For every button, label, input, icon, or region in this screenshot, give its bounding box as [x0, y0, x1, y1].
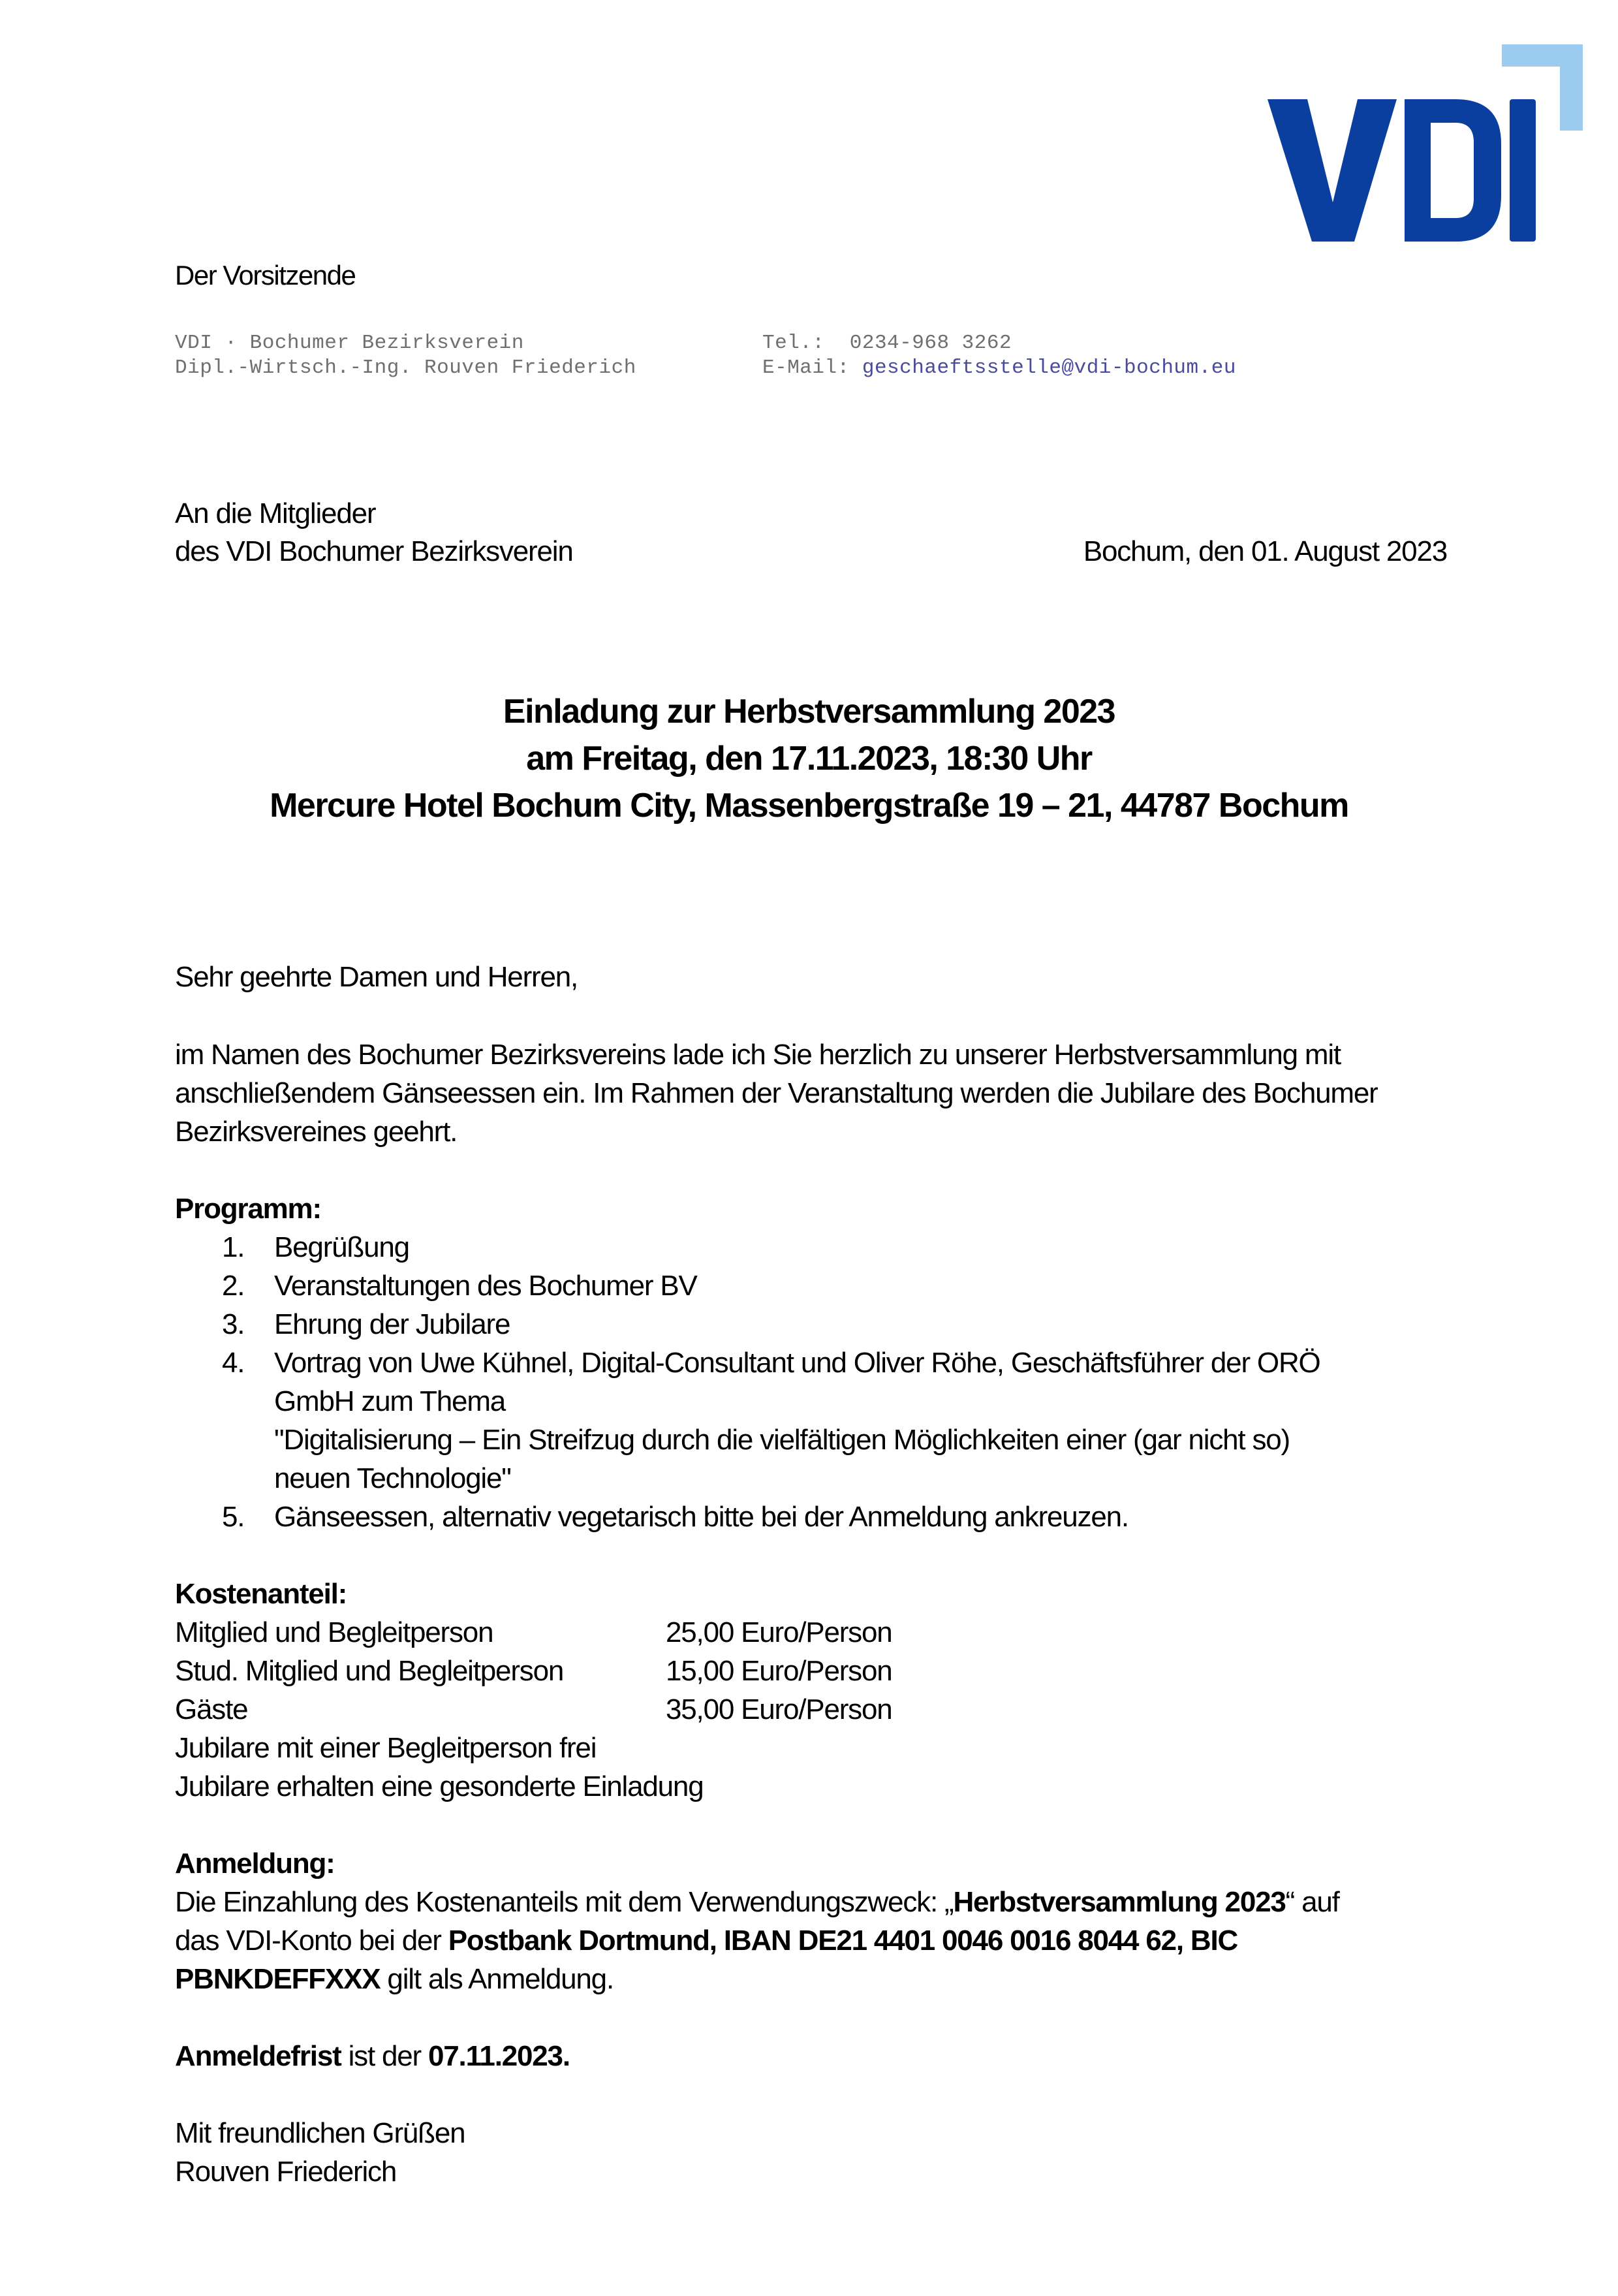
- email: [762, 356, 1236, 379]
- phone-value: 0234-968 3262: [849, 332, 1012, 354]
- program-item-text: Ehrung der Jubilare: [274, 1308, 510, 1340]
- deadline-period: .: [562, 2040, 570, 2072]
- bank-details: Postbank Dortmund, IBAN DE21 4401 0046 0016 8044 62, BIC: [448, 1925, 1238, 1957]
- program-item-number: 5.: [222, 1501, 245, 1533]
- deadline: [175, 2040, 570, 2073]
- registration-text: das VDI-Konto bei der: [175, 1925, 448, 1957]
- program-item-text: Veranstaltungen des Bochumer BV: [274, 1270, 697, 1302]
- recipient-line1: An die Mitglieder: [175, 497, 376, 529]
- closing-greeting: Mit freundlichen Grüßen: [175, 2117, 465, 2149]
- registration-line3: [175, 1963, 614, 1996]
- program-item-continuation: neuen Technologie": [274, 1462, 511, 1494]
- program-item-number: 4.: [222, 1347, 245, 1379]
- cost-price: 25,00 Euro/Person: [666, 1616, 892, 1648]
- email-label: E-Mail:: [762, 356, 850, 379]
- registration-heading: Anmeldung:: [175, 1848, 335, 1879]
- program-item-number: 2.: [222, 1270, 245, 1302]
- intro-line2: anschließendem Gänseessen ein. Im Rahmen der Veranstaltung werden die Jubilare des Bochumer: [175, 1077, 1378, 1109]
- sender-org: VDI · Bochumer Bezirksverein: [175, 332, 524, 354]
- program-item-number: 1.: [222, 1231, 245, 1263]
- program-item-number: 3.: [222, 1308, 245, 1340]
- registration-line1: [175, 1886, 1339, 1919]
- vdi-logo: [1260, 39, 1586, 248]
- program-heading: Programm:: [175, 1193, 321, 1225]
- payment-reference: Herbstversammlung 2023: [953, 1886, 1286, 1918]
- email-link[interactable]: geschaeftsstelle@vdi-bochum.eu: [862, 356, 1236, 379]
- cost-price: 15,00 Euro/Person: [666, 1655, 892, 1687]
- program-item-text: Gänseessen, alternativ vegetarisch bitte bei der Anmeldung ankreuzen.: [274, 1501, 1128, 1533]
- costs-heading: Kostenanteil:: [175, 1578, 347, 1610]
- intro-line3: Bezirksvereines geehrt.: [175, 1116, 458, 1148]
- salutation: Sehr geehrte Damen und Herren,: [175, 961, 578, 993]
- registration-text: “ auf: [1285, 1886, 1339, 1918]
- program-item-continuation: GmbH zum Thema: [274, 1385, 506, 1417]
- title-line3: Mercure Hotel Bochum City, Massenbergstraße 19 – 21, 44787 Bochum: [270, 787, 1348, 825]
- intro-line1: im Namen des Bochumer Bezirksvereins lade ich Sie herzlich zu unserer Herbstversammlung mit: [175, 1039, 1341, 1071]
- program-item-text: Vortrag von Uwe Kühnel, Digital-Consultant und Oliver Röhe, Geschäftsführer der ORÖ: [274, 1347, 1320, 1379]
- deadline-date: 07.11.2023: [428, 2040, 563, 2072]
- vdi-logo-icon: [1260, 39, 1586, 248]
- title-line1: Einladung zur Herbstversammlung 2023: [503, 693, 1115, 731]
- cost-label: Gäste: [175, 1693, 248, 1725]
- registration-line2: [175, 1925, 1237, 1957]
- recipient-line2: des VDI Bochumer Bezirksverein: [175, 535, 573, 567]
- cost-note: Jubilare mit einer Begleitperson frei: [175, 1732, 597, 1764]
- program-item-text: Begrüßung: [274, 1231, 409, 1263]
- signature-name: Rouven Friederich: [175, 2156, 397, 2188]
- phone-label: Tel.:: [762, 332, 825, 354]
- cost-label: Stud. Mitglied und Begleitperson: [175, 1655, 564, 1687]
- cost-note: Jubilare erhalten eine gesonderte Einladung: [175, 1770, 704, 1802]
- title-line2: am Freitag, den 17.11.2023, 18:30 Uhr: [526, 740, 1092, 778]
- letter-date: Bochum, den 01. August 2023: [1083, 535, 1447, 567]
- cost-label: Mitglied und Begleitperson: [175, 1616, 493, 1648]
- sender-name: Dipl.-Wirtsch.-Ing. Rouven Friederich: [175, 356, 636, 379]
- deadline-label: Anmeldefrist: [175, 2040, 341, 2072]
- registration-text: Die Einzahlung des Kostenanteils mit dem Verwendungszweck: „: [175, 1886, 954, 1918]
- sender-role: Der Vorsitzende: [175, 260, 356, 291]
- phone: [762, 332, 1012, 354]
- deadline-text: ist der: [341, 2040, 429, 2072]
- program-item-continuation: "Digitalisierung – Ein Streifzug durch die vielfältigen Möglichkeiten einer (gar nicht so): [274, 1424, 1290, 1456]
- registration-text: gilt als Anmeldung.: [380, 1963, 614, 1995]
- bic-code: PBNKDEFFXXX: [175, 1963, 381, 1995]
- cost-price: 35,00 Euro/Person: [666, 1693, 892, 1725]
